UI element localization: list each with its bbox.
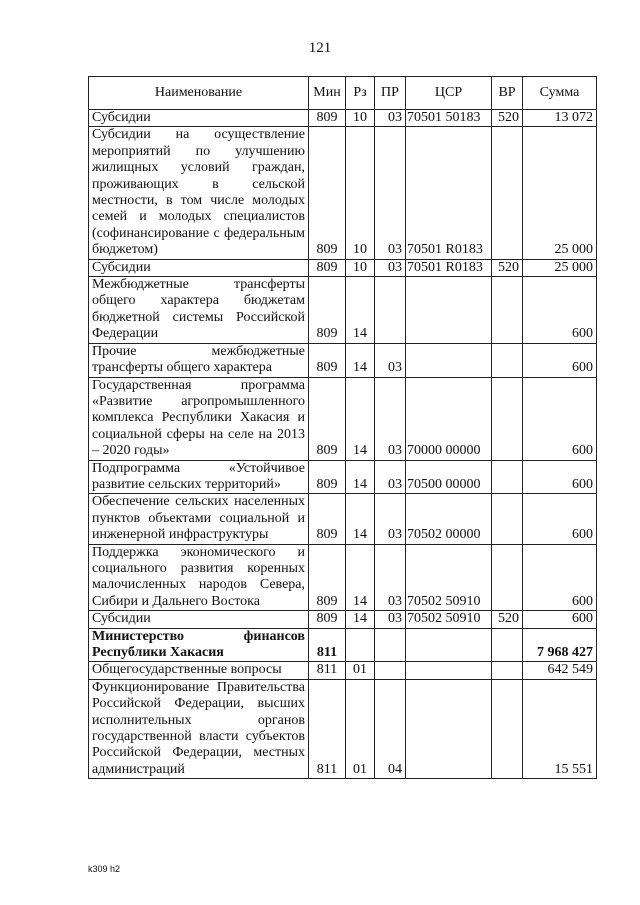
cell-pr bbox=[375, 277, 406, 344]
cell-name: Субсидии bbox=[89, 110, 309, 127]
cell-pr: 03 bbox=[375, 343, 406, 377]
cell-name: Субсидии bbox=[89, 611, 309, 628]
cell-vr bbox=[492, 127, 523, 259]
cell-csr bbox=[406, 662, 492, 679]
cell-vr bbox=[492, 662, 523, 679]
cell-sum: 600 bbox=[523, 494, 597, 544]
cell-sum: 600 bbox=[523, 277, 597, 344]
cell-sum: 600 bbox=[523, 343, 597, 377]
cell-rz: 14 bbox=[346, 343, 375, 377]
cell-rz: 10 bbox=[346, 259, 375, 276]
cell-csr: 70502 50910 bbox=[406, 544, 492, 611]
table-row bbox=[89, 110, 597, 127]
table-row bbox=[89, 544, 597, 611]
cell-rz: 14 bbox=[346, 277, 375, 344]
cell-vr: 520 bbox=[492, 259, 523, 276]
cell-name: Субсидии на осуществление мероприятий по улучшению жилищных условий граждан, проживающих в сельской местности, в том числе молодых семей и молодых специалистов (софинансирование с федеральным бюджетом) bbox=[89, 127, 309, 259]
cell-name: Общегосударственные вопросы bbox=[89, 662, 309, 679]
cell-min: 809 bbox=[309, 259, 346, 276]
header-row bbox=[89, 77, 597, 110]
cell-rz: 10 bbox=[346, 110, 375, 127]
cell-sum: 13 072 bbox=[523, 110, 597, 127]
cell-pr bbox=[375, 628, 406, 662]
table-row bbox=[89, 494, 597, 544]
cell-vr bbox=[492, 628, 523, 662]
cell-min: 809 bbox=[309, 611, 346, 628]
cell-name: Министерство финансов Республики Хакасия bbox=[89, 628, 309, 662]
cell-pr: 03 bbox=[375, 110, 406, 127]
cell-sum: 600 bbox=[523, 460, 597, 494]
header-min: Мин bbox=[309, 77, 346, 110]
cell-rz: 14 bbox=[346, 460, 375, 494]
cell-vr bbox=[492, 343, 523, 377]
cell-pr: 03 bbox=[375, 377, 406, 460]
cell-csr: 70502 50910 bbox=[406, 611, 492, 628]
footer-code: k309 h2 bbox=[88, 864, 121, 874]
cell-pr: 03 bbox=[375, 544, 406, 611]
cell-vr bbox=[492, 679, 523, 778]
table-row bbox=[89, 460, 597, 494]
cell-rz: 14 bbox=[346, 611, 375, 628]
table-row bbox=[89, 127, 597, 259]
cell-min: 809 bbox=[309, 494, 346, 544]
cell-min: 809 bbox=[309, 127, 346, 259]
cell-csr bbox=[406, 343, 492, 377]
cell-min: 809 bbox=[309, 544, 346, 611]
cell-pr: 04 bbox=[375, 679, 406, 778]
cell-name: Поддержка экономического и социального развития коренных малочисленных народов Севера, Сибири и Дальнего Востока bbox=[89, 544, 309, 611]
cell-min: 809 bbox=[309, 343, 346, 377]
cell-sum: 600 bbox=[523, 544, 597, 611]
cell-pr: 03 bbox=[375, 460, 406, 494]
cell-min: 809 bbox=[309, 460, 346, 494]
table-row bbox=[89, 628, 597, 662]
header-pr: ПР bbox=[375, 77, 406, 110]
cell-pr: 03 bbox=[375, 127, 406, 259]
cell-pr: 03 bbox=[375, 611, 406, 628]
cell-vr bbox=[492, 377, 523, 460]
cell-csr: 70000 00000 bbox=[406, 377, 492, 460]
cell-sum: 25 000 bbox=[523, 127, 597, 259]
table-row bbox=[89, 611, 597, 628]
table-row bbox=[89, 277, 597, 344]
table-row bbox=[89, 662, 597, 679]
cell-sum: 25 000 bbox=[523, 259, 597, 276]
cell-csr bbox=[406, 679, 492, 778]
cell-csr: 70501 R0183 bbox=[406, 259, 492, 276]
cell-pr: 03 bbox=[375, 494, 406, 544]
table-row bbox=[89, 343, 597, 377]
cell-vr bbox=[492, 460, 523, 494]
header-name: Наименование bbox=[89, 77, 309, 110]
cell-rz: 14 bbox=[346, 494, 375, 544]
cell-vr: 520 bbox=[492, 110, 523, 127]
cell-name: Обеспечение сельских населенных пунктов объектами социальной и инженерной инфраструктуры bbox=[89, 494, 309, 544]
cell-rz: 14 bbox=[346, 544, 375, 611]
cell-csr bbox=[406, 277, 492, 344]
cell-sum: 7 968 427 bbox=[523, 628, 597, 662]
cell-rz: 01 bbox=[346, 662, 375, 679]
cell-name: Государственная программа «Развитие агропромышленного комплекса Республики Хакасия и социальной сферы на селе на 2013 – 2020 годы» bbox=[89, 377, 309, 460]
table-row bbox=[89, 377, 597, 460]
cell-name: Подпрограмма «Устойчивое развитие сельских территорий» bbox=[89, 460, 309, 494]
cell-sum: 600 bbox=[523, 611, 597, 628]
page-number: 121 bbox=[308, 40, 332, 56]
cell-sum: 600 bbox=[523, 377, 597, 460]
cell-pr: 03 bbox=[375, 259, 406, 276]
header-vr: ВР bbox=[492, 77, 523, 110]
cell-csr: 70502 00000 bbox=[406, 494, 492, 544]
table-body bbox=[89, 110, 597, 779]
cell-vr: 520 bbox=[492, 611, 523, 628]
header-rz: Рз bbox=[346, 77, 375, 110]
cell-name: Прочие межбюджетные трансферты общего характера bbox=[89, 343, 309, 377]
cell-min: 809 bbox=[309, 277, 346, 344]
cell-min: 811 bbox=[309, 662, 346, 679]
cell-min: 811 bbox=[309, 679, 346, 778]
table-row bbox=[89, 259, 597, 276]
budget-table bbox=[88, 76, 597, 779]
cell-pr bbox=[375, 662, 406, 679]
table-row bbox=[89, 679, 597, 778]
cell-rz bbox=[346, 628, 375, 662]
cell-min: 809 bbox=[309, 110, 346, 127]
cell-rz: 10 bbox=[346, 127, 375, 259]
header-csr: ЦСР bbox=[406, 77, 492, 110]
cell-sum: 15 551 bbox=[523, 679, 597, 778]
header-sum: Сумма bbox=[523, 77, 597, 110]
cell-sum: 642 549 bbox=[523, 662, 597, 679]
cell-name: Субсидии bbox=[89, 259, 309, 276]
cell-csr bbox=[406, 628, 492, 662]
cell-rz: 14 bbox=[346, 377, 375, 460]
cell-vr bbox=[492, 277, 523, 344]
cell-csr: 70501 R0183 bbox=[406, 127, 492, 259]
cell-min: 809 bbox=[309, 377, 346, 460]
cell-name: Межбюджетные трансферты общего характера бюджетам бюджетной системы Российской Федерации bbox=[89, 277, 309, 344]
cell-csr: 70501 50183 bbox=[406, 110, 492, 127]
cell-csr: 70500 00000 bbox=[406, 460, 492, 494]
cell-vr bbox=[492, 494, 523, 544]
cell-min: 811 bbox=[309, 628, 346, 662]
cell-rz: 01 bbox=[346, 679, 375, 778]
cell-vr bbox=[492, 544, 523, 611]
cell-name: Функционирование Правительства Российской Федерации, высших исполнительных органов государственной власти субъектов Российской Федерации, местных администраций bbox=[89, 679, 309, 778]
